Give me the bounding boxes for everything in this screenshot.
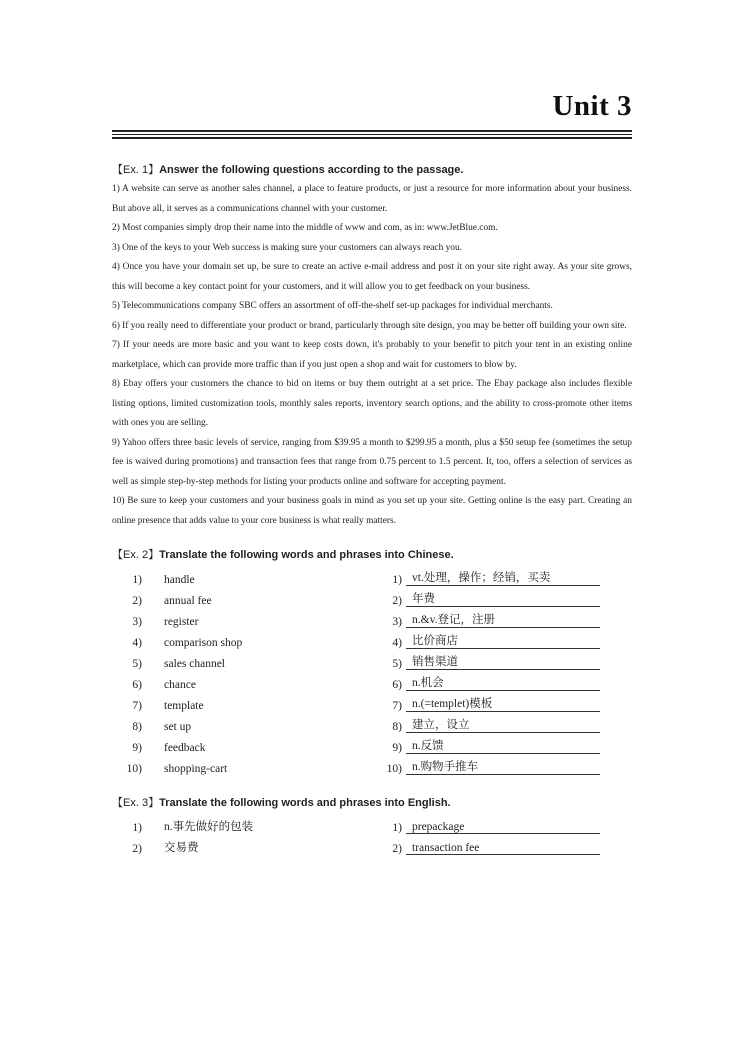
source-term: chance (164, 678, 196, 691)
answer-line: vt.处理，操作；经销，买卖 (406, 565, 600, 586)
answer-line: n.反馈 (406, 733, 600, 754)
answer-number: 5) (392, 657, 402, 670)
exercise-1 (112, 160, 632, 531)
source-term: sales channel (164, 657, 225, 670)
answer-number: 9) (392, 741, 402, 754)
title-rule-bottom (112, 137, 632, 139)
translation-row (112, 691, 600, 712)
translation-row (112, 670, 600, 691)
answer-item: 10) Be sure to keep your customers and your business goals in mind as you set up your site. Getting online is the easy part. Creating an online presence that adds value to your core business is what really matters. (112, 496, 632, 526)
source-term: template (164, 699, 204, 712)
item-number: 2) (132, 842, 142, 855)
translation-row (112, 733, 600, 754)
source-term: 交易费 (164, 841, 199, 854)
item-number: 8) (132, 720, 142, 733)
answer-item: 4) Once you have your domain set up, be sure to create an active e-mail address and post it on your site right away. As your site grows, this will become a key contact point for your customers, and it will allow you to get feedback on your business. (112, 262, 632, 292)
item-number: 1) (132, 573, 142, 586)
item-number: 1) (132, 821, 142, 834)
answer-number: 10) (386, 762, 402, 775)
exercise-2-heading (112, 545, 632, 565)
source-term: annual fee (164, 594, 212, 607)
item-number: 4) (132, 636, 142, 649)
answer-item: 1) A website can serve as another sales channel, a place to feature products, or just a resource for more information about your business. But above all, it serves as a communications channel with your customer. (112, 184, 632, 214)
answer-number: 8) (392, 720, 402, 733)
source-term: comparison shop (164, 636, 243, 649)
exercise-3-heading (112, 793, 632, 813)
unit-title: Unit 3 (552, 90, 632, 122)
translation-row (112, 586, 600, 607)
translation-row (112, 754, 600, 775)
answer-number: 1) (392, 821, 402, 834)
exercise-1-title: Answer the following questions according to the passage. (159, 164, 464, 176)
source-term: register (164, 615, 199, 628)
item-number: 6) (132, 678, 142, 691)
exercise-3-table (112, 813, 600, 855)
exercise-3-tag: 【Ex. 3】 (112, 797, 160, 809)
answer-line: transaction fee (406, 834, 600, 855)
translation-row (112, 565, 600, 586)
answer-line: n.机会 (406, 670, 600, 691)
answer-item: 6) If you really need to differentiate your product or brand, particularly through site design, you may be better off building your own site. (112, 320, 627, 331)
answer-number: 6) (392, 678, 402, 691)
answer-number: 4) (392, 636, 402, 649)
answer-line: prepackage (406, 813, 600, 834)
exercise-1-heading (112, 160, 632, 180)
answer-line: n.&v.登记，注册 (406, 607, 600, 628)
answer-line: 建立，设立 (406, 712, 600, 733)
source-term: shopping-cart (164, 762, 228, 775)
item-number: 5) (132, 657, 142, 670)
translation-row (112, 813, 600, 834)
translation-row (112, 834, 600, 855)
answer-line: n.(=templet)模板 (406, 691, 600, 712)
exercise-2-tag: 【Ex. 2】 (112, 549, 160, 561)
exercise-3 (112, 793, 632, 855)
title-rule-top (112, 130, 632, 132)
source-term: n.事先做好的包装 (164, 820, 254, 833)
source-term: handle (164, 573, 195, 586)
item-number: 9) (132, 741, 142, 754)
answer-item: 9) Yahoo offers three basic levels of service, ranging from $39.95 a month to $299.95 a month, plus a $50 setup fee (sometimes the setup fee is waived during promotions) and transaction fees that range from 0.75 percent to 1.5 percent. It, too, offers a selection of services as well as simple step-by-step methods for listing your products online and software for accepting payment. (112, 437, 632, 487)
answer-number: 2) (392, 842, 402, 855)
exercise-2 (112, 545, 632, 775)
translation-row (112, 712, 600, 733)
answer-number: 3) (392, 615, 402, 628)
exercise-2-title: Translate the following words and phrases into Chinese. (159, 549, 454, 561)
exercise-3-title: Translate the following words and phrases into English. (159, 797, 451, 809)
item-number: 7) (132, 699, 142, 712)
answer-item: 5) Telecommunications company SBC offers an assortment of off-the-shelf set-up packages for individual merchants. (112, 301, 553, 311)
exercise-1-tag: 【Ex. 1】 (112, 164, 160, 176)
item-number: 3) (132, 615, 142, 628)
answer-number: 2) (392, 594, 402, 607)
answer-item: 8) Ebay offers your customers the chance to bid on items or buy them outright at a set price. The Ebay package also includes flexible listing options, limited customization tools, monthly sales reports, inventory search options, and the ability to cross-promote other items with ones you are selling. (112, 379, 632, 428)
answer-number: 7) (392, 699, 402, 712)
answer-line: 销售渠道 (406, 649, 600, 670)
answer-item: 7) If your needs are more basic and you want to keep costs down, it's probably to your benefit to pitch your tent in an existing online marketplace, which can provide more traffic than if you just open a shop and wait for customers to blow by. (112, 340, 632, 370)
source-term: feedback (164, 741, 206, 754)
answer-line: 年费 (406, 586, 600, 607)
exercise-2-table (112, 565, 600, 775)
item-number: 10) (126, 762, 142, 775)
answer-line: n.购物手推车 (406, 754, 600, 775)
item-number: 2) (132, 594, 142, 607)
page-content (112, 160, 632, 855)
answer-item: 2) Most companies simply drop their name into the middle of www and com, as in: www.JetBlue.com. (112, 223, 498, 233)
answer-number: 1) (392, 573, 402, 586)
translation-row (112, 628, 600, 649)
title-rule-middle (112, 134, 632, 135)
source-term: set up (164, 720, 192, 733)
answer-item: 3) One of the keys to your Web success is making sure your customers can always reach you. (112, 242, 463, 253)
exercise-1-answers (112, 180, 632, 531)
translation-row (112, 649, 600, 670)
answer-line: 比价商店 (406, 628, 600, 649)
translation-row (112, 607, 600, 628)
